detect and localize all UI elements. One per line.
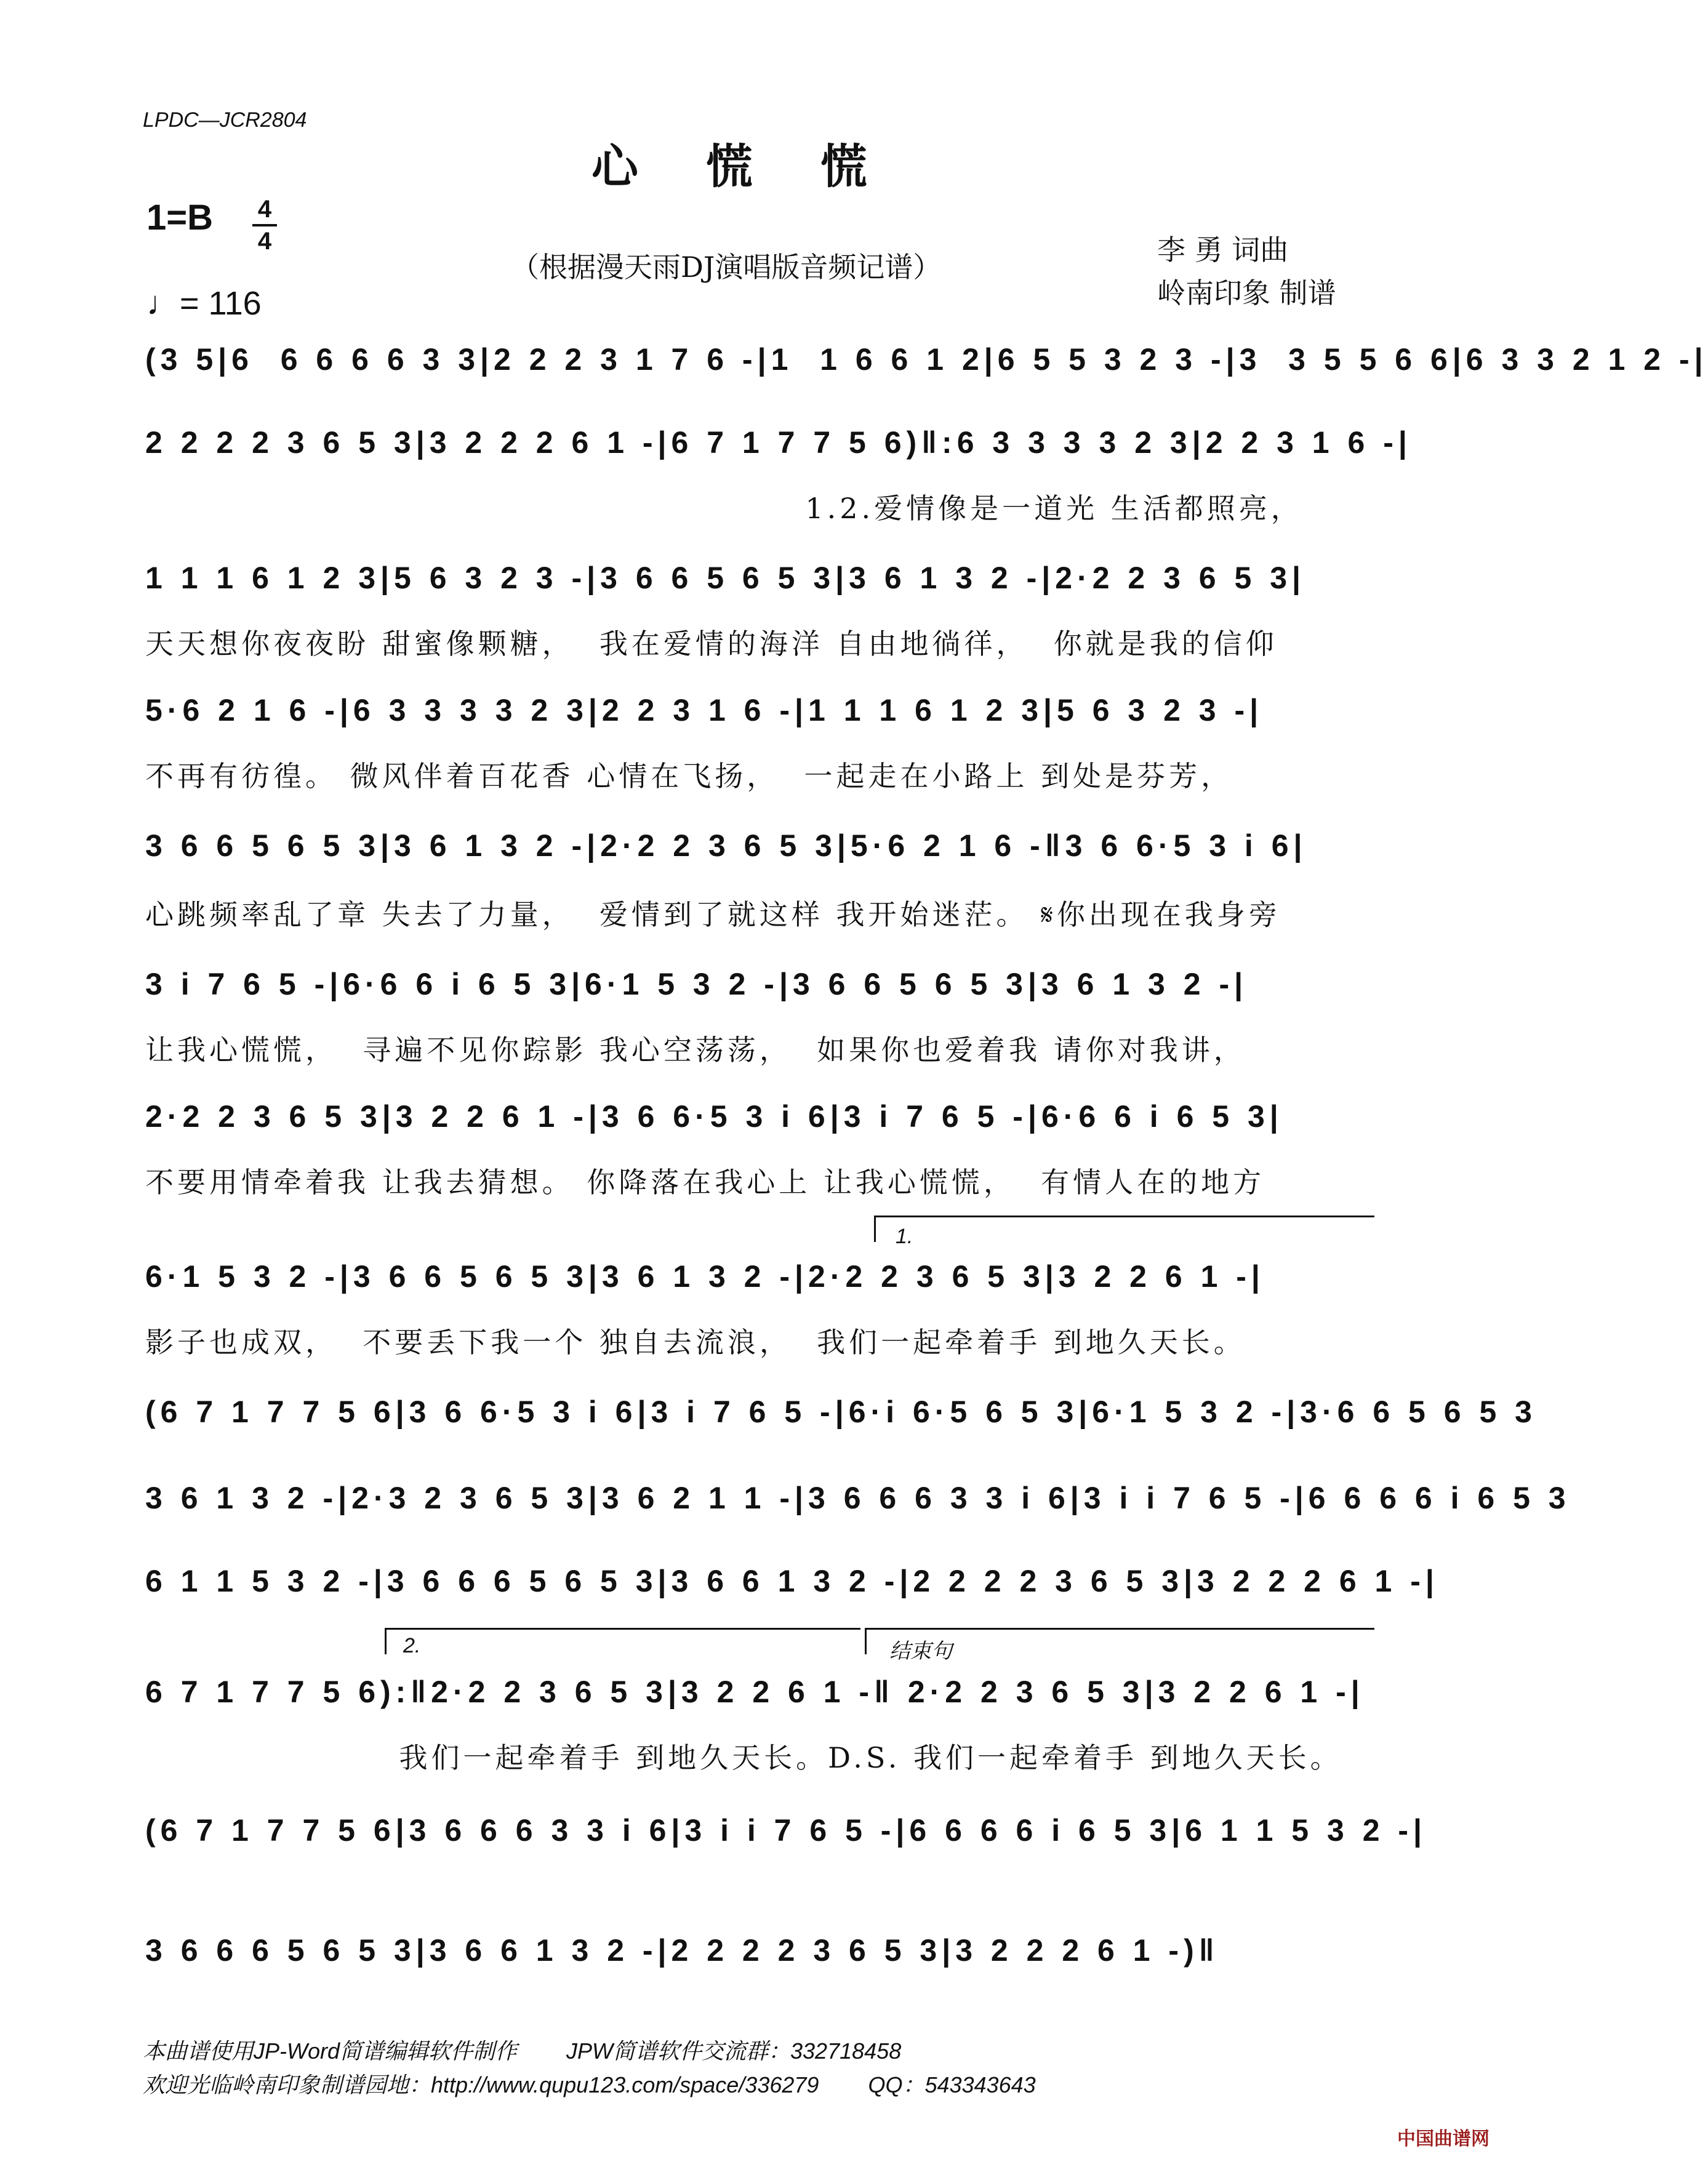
lyric-line: 影子也成双， 不要丢下我一个 独自去流浪， 我们一起牵着手 到地久天长。 [145, 1326, 1246, 1359]
lyric-line: 不再有彷徨。 微风伴着百花香 心情在飞扬， 一起走在小路上 到处是芬芳， [145, 759, 1233, 793]
key-signature: 1=B [146, 198, 214, 238]
notation-row: 5·6 2 1 6 -|6 3 3 3 3 2 3|2 2 3 1 6 -|1 1 1 6 1 2 3|5 6 3 2 3 -| [145, 693, 1264, 727]
footer-line-2: 欢迎光临岭南印象制谱园地：http://www.qupu123.com/space/336279 QQ：543343643 [143, 2072, 1036, 2097]
subtitle-note: （根据漫天雨DJ演唱版音频记谱） [511, 250, 942, 284]
notation-row: (6 7 1 7 7 5 6|3 6 6 6 3 3 i 6|3 i i 7 6 5 -|6 6 6 6 i 6 5 3|6 1 1 5 3 2 -| [145, 1813, 1427, 1848]
tempo-marking: ♩= 116 [146, 285, 262, 322]
footer-line-1: 本曲谱使用JP-Word简谱编辑软件制作 JPW简谱软件交流群：332718458 [143, 2038, 902, 2064]
arranger-credit: 岭南印象 制谱 [1157, 276, 1336, 310]
lyric-line: 天天想你夜夜盼 甜蜜像颗糖， 我在爱情的海洋 自由地徜徉， 你就是我的信仰 [145, 627, 1278, 660]
notation-row: 6·1 5 3 2 -|3 6 6 5 6 5 3|3 6 1 3 2 -|2·2 2 3 6 5 3|3 2 2 6 1 -| [145, 1259, 1265, 1294]
volta-bracket-1 [874, 1216, 1374, 1242]
notation-row: 6 7 1 7 7 5 6):‖2·2 2 3 6 5 3|3 2 2 6 1 -‖ 2·2 2 3 6 5 3|3 2 2 6 1 -| [145, 1675, 1365, 1709]
lyric-line: 让我心慌慌， 寻遍不见你踪影 我心空荡荡， 如果你也爱着我 请你对我讲， [145, 1033, 1246, 1067]
lyric-line: 不要用情牵着我 让我去猜想。 你降落在我心上 让我心慌慌， 有情人在的地方 [145, 1166, 1265, 1199]
time-signature-bottom: 4 [257, 228, 272, 255]
volta-2-label: 2. [403, 1634, 421, 1657]
lyric-line: 我们一起牵着手 到地久天长。D.S. 我们一起牵着手 到地久天长。 [145, 1741, 1342, 1774]
ending-label: 结束句 [889, 1640, 952, 1663]
time-signature [252, 196, 277, 255]
lyric-line: 心跳频率乱了章 失去了力量， 爱情到了就这样 我开始迷茫。 𝄋你出现在我身旁 [145, 898, 1281, 931]
notation-row: (3 5|6 6 6 6 6 3 3|2 2 2 3 1 7 6 -|1 1 6 6 1 2|6 5 5 3 2 3 -|3 3 5 5 6 6|6 3 3 2 1 2 -| [145, 342, 1708, 377]
song-title: 心慌慌 [591, 139, 935, 194]
time-signature-bar [252, 224, 277, 226]
volta-bracket-2 [385, 1628, 860, 1654]
notation-row: (6 7 1 7 7 5 6|3 6 6·5 3 i 6|3 i 7 6 5 -|6·i 6·5 6 5 3|6·1 5 3 2 -|3·6 6 5 6 5 3 [145, 1395, 1537, 1429]
notation-row: 3 6 1 3 2 -|2·3 2 3 6 5 3|3 6 2 1 1 -|3 6 6 6 3 3 i 6|3 i i 7 6 5 -|6 6 6 6 i 6 5 3 [145, 1481, 1571, 1515]
notation-row: 6 1 1 5 3 2 -|3 6 6 6 5 6 5 3|3 6 6 1 3 2 -|2 2 2 2 3 6 5 3|3 2 2 2 6 1 -| [145, 1564, 1439, 1598]
notation-row: 1 1 1 6 1 2 3|5 6 3 2 3 -|3 6 6 5 6 5 3|3 6 1 3 2 -|2·2 2 3 6 5 3| [145, 561, 1306, 595]
notation-row: 3 6 6 6 5 6 5 3|3 6 6 1 3 2 -|2 2 2 2 3 6 5 3|3 2 2 2 6 1 -)‖ [145, 1933, 1219, 1968]
lyricist-credit: 李 勇 词曲 [1157, 233, 1289, 266]
notation-row: 2·2 2 3 6 5 3|3 2 2 6 1 -|3 6 6·5 3 i 6|3 i 7 6 5 -|6·6 6 i 6 5 3| [145, 1099, 1283, 1134]
notation-row: 3 i 7 6 5 -|6·6 6 i 6 5 3|6·1 5 3 2 -|3 6 6 5 6 5 3|3 6 1 3 2 -| [145, 967, 1248, 1001]
lyric-line: 1.2.爱情像是一道光 生活都照亮， [145, 492, 1303, 525]
notation-row: 2 2 2 2 3 6 5 3|3 2 2 2 6 1 -|6 7 1 7 7 5 6)‖:6 3 3 3 3 2 3|2 2 3 1 6 -| [145, 425, 1412, 460]
volta-1-label: 1. [896, 1225, 913, 1248]
time-signature-top: 4 [257, 196, 272, 223]
watermark-logo: 中国曲谱网 [1397, 2128, 1489, 2150]
catalog-code: LPDC—JCR2804 [143, 108, 307, 132]
notation-row: 3 6 6 5 6 5 3|3 6 1 3 2 -|2·2 2 3 6 5 3|5·6 2 1 6 -‖3 6 6·5 3 i 6| [145, 828, 1307, 863]
